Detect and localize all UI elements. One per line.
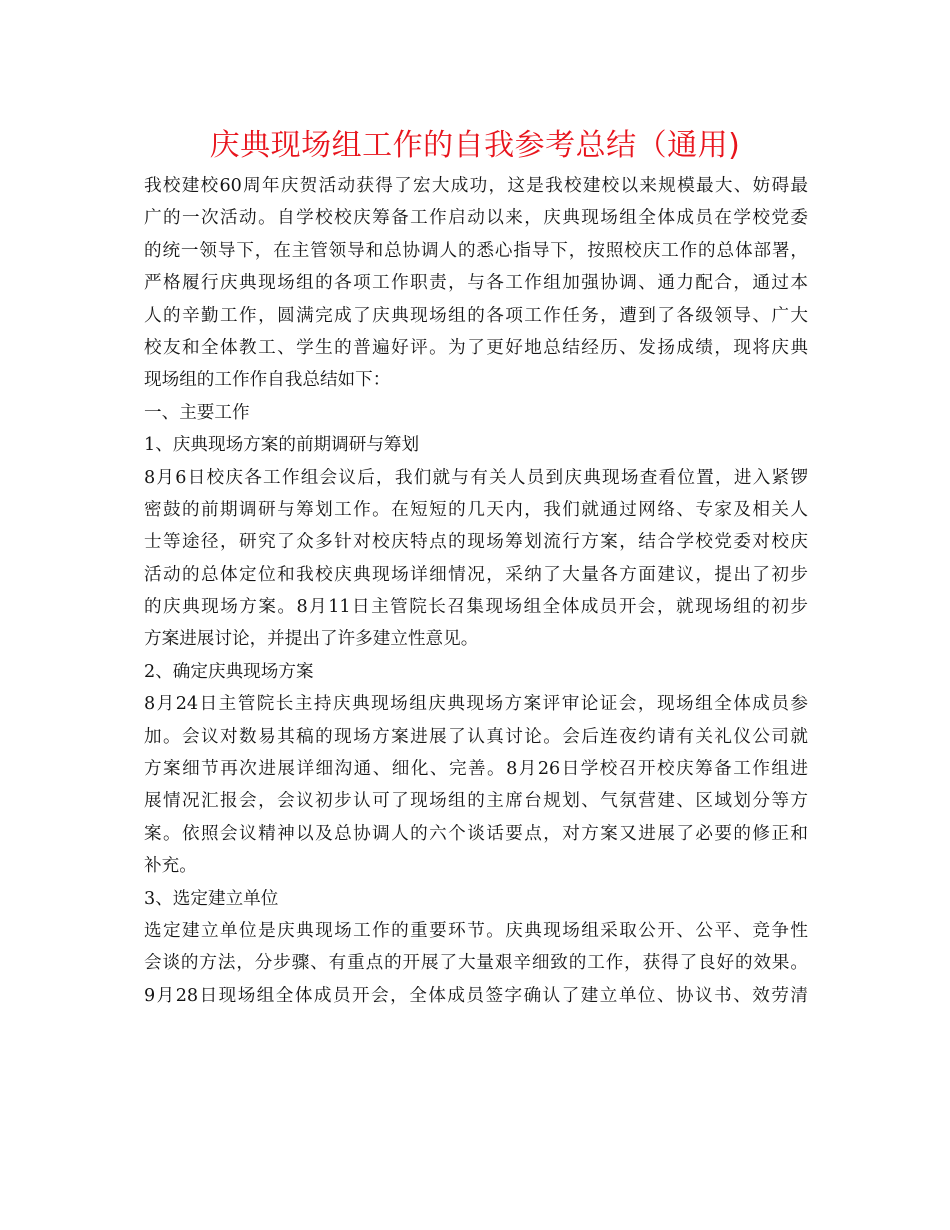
text-line: 的统一领导下，在主管领导和总协调人的悉心指导下，按照校庆工作的总体部署，	[144, 240, 808, 261]
text-line: 8月24日主管院长主持庆典现场组庆典现场方案评审论证会，现场组全体成员参	[144, 694, 808, 715]
text-line: 方案进展讨论，并提出了许多建立性意见。	[144, 629, 479, 650]
text-line: 方案细节再次进展详细沟通、细化、完善。8月26日学校召开校庆筹备工作组进	[144, 759, 808, 780]
text-line: 我校建校60周年庆贺活动获得了宏大成功，这是我校建校以来规模最大、妨碍最	[144, 176, 808, 196]
text-line: 士等途径，研究了众多针对校庆特点的现场筹划流行方案，结合学校党委对校庆	[144, 532, 808, 553]
text-line: 广的一次活动。自学校校庆筹备工作启动以来，庆典现场组全体成员在学校党委	[144, 208, 808, 229]
text-line: 现场组的工作作自我总结如下：	[144, 370, 391, 391]
text-line: 的庆典现场方案。8月11日主管院长召集现场组全体成员开会，就现场组的初步	[144, 597, 808, 618]
text-line: 活动的总体定位和我校庆典现场详细情况，采纳了大量各方面建议，提出了初步	[144, 564, 808, 585]
text-line: 3、选定建立单位	[144, 888, 279, 909]
text-line: 选定建立单位是庆典现场工作的重要环节。庆典现场组采取公开、公平、竞争性	[144, 920, 808, 941]
text-line: 9月28日现场组全体成员开会，全体成员签字确认了建立单位、协议书、效劳清	[144, 985, 808, 1006]
text-line: 密鼓的前期调研与筹划工作。在短短的几天内，我们就通过网络、专家及相关人	[144, 499, 808, 520]
text-line: 补充。	[144, 856, 197, 877]
text-line: 校友和全体教工、学生的普遍好评。为了更好地总结经历、发扬成绩，现将庆典	[144, 337, 808, 358]
text-line: 案。依照会议精神以及总协调人的六个谈话要点，对方案又进展了必要的修正和	[144, 823, 808, 844]
text-line: 2、确定庆典现场方案	[144, 661, 314, 682]
text-line: 展情况汇报会，会议初步认可了现场组的主席台规划、气氛营建、区域划分等方	[144, 791, 808, 812]
text-line: 1、庆典现场方案的前期调研与筹划	[144, 435, 420, 456]
text-line: 8月6日校庆各工作组会议后，我们就与有关人员到庆典现场查看位置，进入紧锣	[144, 467, 808, 488]
text-line: 会谈的方法，分步骤、有重点的开展了大量艰辛细致的工作，获得了良好的效果。	[144, 953, 808, 974]
text-line: 人的辛勤工作，圆满完成了庆典现场组的各项工作任务，遭到了各级领导、广大	[144, 305, 808, 326]
text-line: 加。会议对数易其稿的现场方案进展了认真讨论。会后连夜约请有关礼仪公司就	[144, 726, 808, 747]
text-line: 一、主要工作	[144, 402, 250, 423]
document-title: 庆典现场组工作的自我参考总结（通用)	[209, 128, 741, 163]
text-line: 严格履行庆典现场组的各项工作职责，与各工作组加强协调、通力配合，通过本	[144, 273, 808, 294]
document-body	[144, 170, 808, 1012]
